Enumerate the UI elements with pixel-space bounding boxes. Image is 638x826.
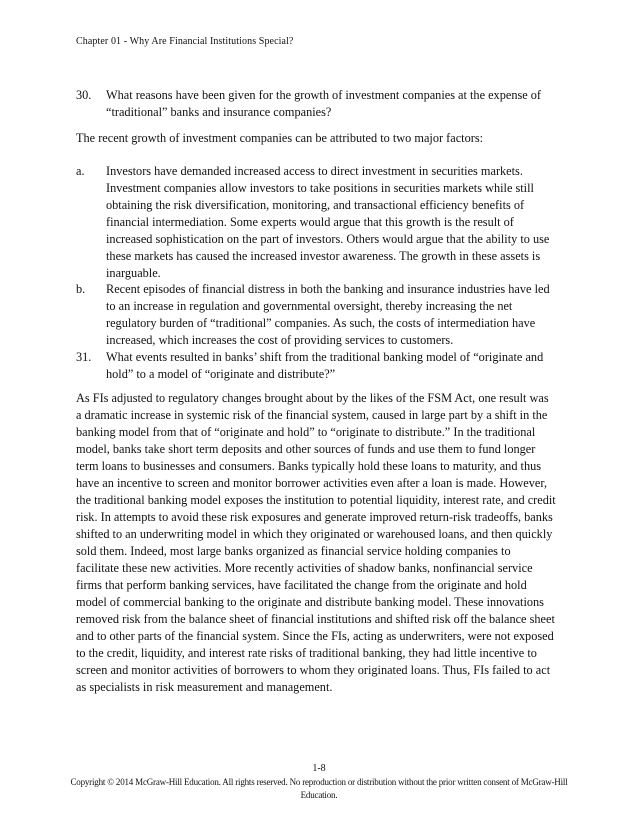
answer-item-b-label: b. [76, 282, 86, 296]
answer-item-a-label: a. [76, 164, 85, 178]
question-30 [76, 87, 556, 121]
chapter-header: Chapter 01 - Why Are Financial Institutions Special? [76, 36, 294, 47]
question-30-number: 30. [76, 88, 92, 102]
question-31-text: What events resulted in banks’ shift from the traditional banking model of “originate and hold” to a model of “originate and distribute?” [106, 350, 544, 381]
question-30-intro: The recent growth of investment companies can be attributed to two major factors: [76, 131, 484, 145]
answer-item-a-text: Investors have demanded increased access to direct investment in securities markets. Investment companies allow investors to take positions in securities markets while still obtaining the risk diversification, monitoring, and transactional efficiency benefits of financial intermediation. Some experts would argue that this growth is the result of increased sophistication on the part of investors. Others would argue that the ability to use these markets has caused the increased investor awareness. The growth in these assets is inarguable. [106, 164, 550, 280]
answer-item-a [76, 163, 556, 282]
answer-item-b-text: Recent episodes of financial distress in both the banking and insurance industries have led to an increase in regulation and governmental oversight, thereby increasing the net regulatory burden of “traditional” companies. As such, the costs of intermediation have increased, which increases the cost of providing services to customers. [106, 282, 550, 347]
question-31-answer: As FIs adjusted to regulatory changes brought about by the likes of the FSM Act, one result was a dramatic increase in systemic risk of the financial system, caused in large part by a shift in the banking model from that of “originate and hold” to “originate to distribute.” In the traditional model, banks take short term deposits and other sources of funds and use them to fund longer term loans to businesses and consumers. Banks typically hold these loans to maturity, and thus have an incentive to screen and monitor borrower activities even after a loan is made. However, the traditional banking model exposes the institution to potential liquidity, interest rate, and credit risk. In attempts to avoid these risk exposures and generate improved return-risk tradeoffs, banks shifted to an underwriting model in which they originated or warehoused loans, and then quickly sold them. Indeed, most large banks organized as financial service holding companies to facilitate these new activities. More recently activities of shadow banks, nonfinancial service firms that perform banking services, have facilitated the change from the originate and hold model of commercial banking to the originate and distribute banking model. These innovations removed risk from the balance sheet of financial institutions and shifted risk off the balance sheet and to other parts of the financial system. Since the FIs, acting as underwriters, were not exposed to the credit, liquidity, and interest rate risks of traditional banking, they had little incentive to screen and monitor activities of borrowers to whom they originated loans. Thus, FIs failed to act as specialists in risk measurement and management. [76, 391, 556, 694]
copyright-notice: Copyright © 2014 McGraw-Hill Education. All rights reserved. No reproduction or distribution without the prior written consent of McGraw-Hill Education. [70, 777, 568, 800]
answer-item-b [76, 281, 556, 349]
question-31-number: 31. [76, 350, 92, 364]
question-31 [76, 349, 556, 383]
page-number: 1-8 [312, 763, 326, 774]
question-30-text: What reasons have been given for the growth of investment companies at the expense of “traditional” banks and insurance companies? [106, 88, 542, 119]
